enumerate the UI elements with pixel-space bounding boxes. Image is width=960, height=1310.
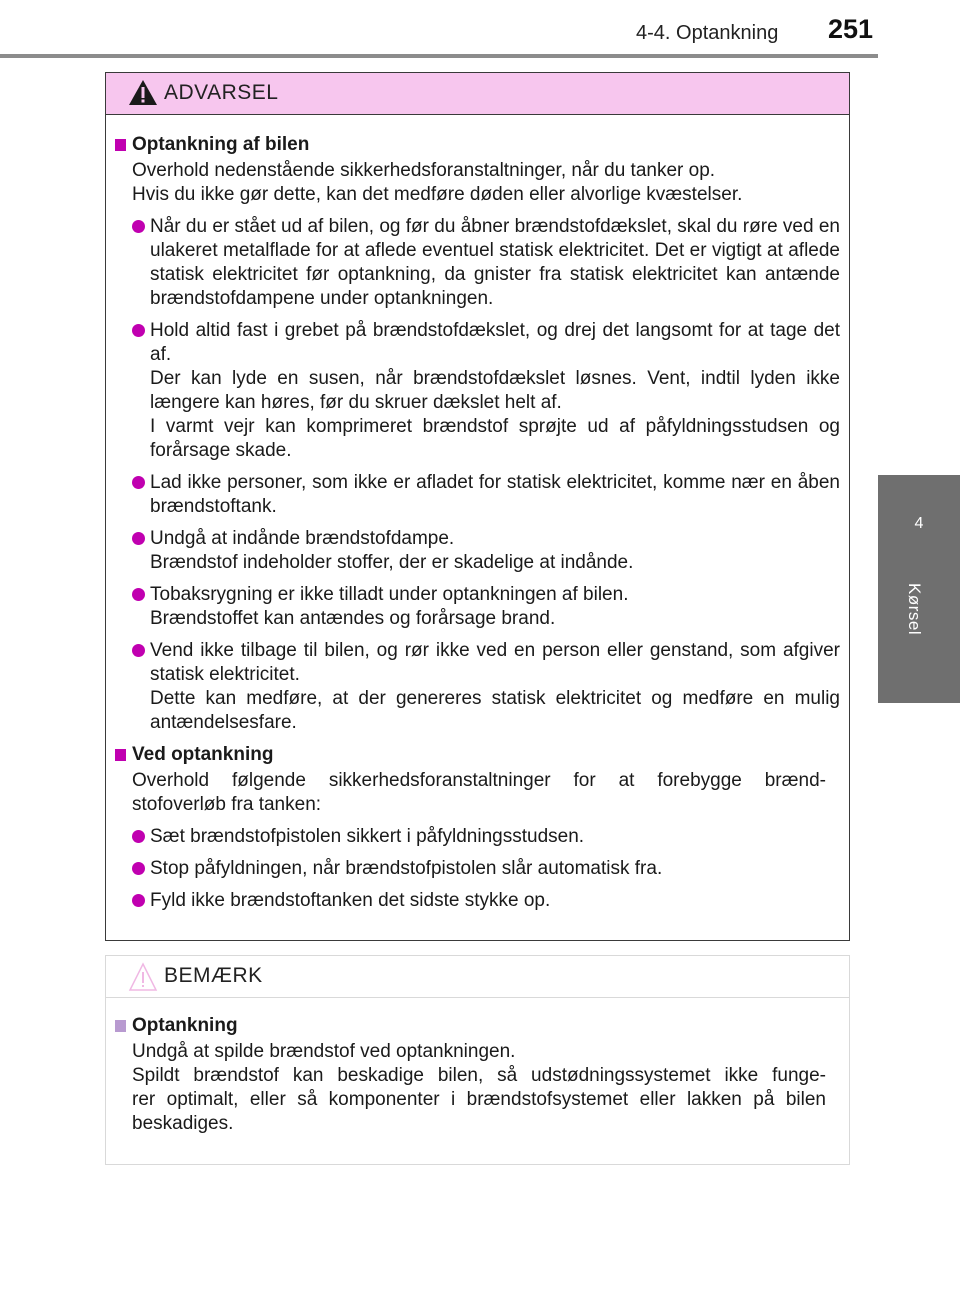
caution-triangle-icon (128, 962, 158, 992)
warning-header (106, 73, 849, 115)
round-bullet-icon (132, 324, 145, 337)
square-bullet-icon (115, 1020, 126, 1032)
subheading-during-refueling: Ved optankning (115, 743, 840, 767)
list-item-paragraph: Vend ikke tilbage til bilen, og rør ikke ved en person eller genstand, som afgiver statisk elektricitet. (150, 640, 840, 685)
chapter-label: Kørsel (905, 583, 924, 636)
subheading-refueling-car: Optankning af bilen (115, 133, 840, 157)
list-item-paragraph: Der kan lyde en susen, når brændstofdækslet løsnes. Vent, indtil lyden ikke længere kan høres, før du skruer dækslet helt af. (150, 368, 840, 413)
round-bullet-icon (132, 588, 145, 601)
round-bullet-icon (132, 220, 145, 233)
section-title: 4-4. Optankning (636, 22, 779, 44)
round-bullet-icon (132, 862, 145, 875)
chapter-number: 4 (914, 515, 924, 532)
subheading-refueling: Optankning (115, 1014, 840, 1038)
warning-box (105, 72, 850, 941)
chapter-side-tab (878, 475, 960, 703)
round-bullet-icon (132, 644, 145, 657)
paragraph: Overhold nedenstående sikkerhedsforanstaltninger, når du tanker op. Hvis du ikke gør dette, kan det medføre døden eller alvorlige kvæstelser. (132, 160, 743, 205)
warning-triangle-icon (128, 79, 158, 106)
paragraph: Undgå at spilde brændstof ved optankningen. Spildt brændstof kan beskadige bilen, så udstødningssystemet ikke funge- rer optimalt, eller så komponenter i brændstofsystemet eller lakken på bilen beskadiges. (132, 1041, 826, 1134)
round-bullet-icon (132, 476, 145, 489)
list-item-paragraph: Dette kan medføre, at der genereres statisk elektricitet og medføre en mulig antændelsesfare. (150, 688, 840, 733)
square-bullet-icon (115, 749, 126, 761)
notice-header (106, 956, 849, 998)
list-item-paragraph: Tobaksrygning er ikke tilladt under optankningen af bilen. (150, 584, 629, 605)
notice-title: BEMÆRK (164, 964, 263, 987)
round-bullet-icon (132, 830, 145, 843)
list-item-paragraph: Brændstoffet kan antændes og forårsage brand. (150, 608, 556, 629)
list-item-paragraph: Brændstof indeholder stoffer, der er skadelige at indånde. (150, 552, 634, 573)
list-item (115, 527, 840, 575)
warning-body (106, 115, 849, 913)
warning-title: ADVARSEL (164, 81, 279, 104)
round-bullet-icon (132, 894, 145, 907)
paragraph: Overhold følgende sikkerhedsforanstaltninger for at forebygge brænd- stofoverløb fra tanken: (132, 770, 826, 815)
list-item (115, 583, 840, 631)
page-number: 251 (828, 14, 874, 44)
list-item-paragraph: I varmt vejr kan komprimeret brændstof sprøjte ud af påfyldningsstudsen og forårsage skade. (150, 416, 840, 461)
list-item-paragraph: Undgå at indånde brændstofdampe. (150, 528, 455, 549)
list-item: Fyld ikke brændstoftanken det sidste stykke op. (115, 889, 840, 913)
list-item-paragraph: Hold altid fast i grebet på brændstofdækslet, og drej det langsomt for at tage det af. (150, 320, 840, 365)
list-item: Stop påfyldningen, når brændstofpistolen slår automatisk fra. (115, 857, 840, 881)
square-bullet-icon (115, 139, 126, 151)
list-item (115, 639, 840, 735)
list-item: Lad ikke personer, som ikke er afladet for statisk elektricitet, komme nær en åben brændstoftank. (115, 471, 840, 519)
round-bullet-icon (132, 532, 145, 545)
notice-body (106, 998, 849, 1136)
header-rule (0, 54, 878, 58)
notice-box (105, 955, 850, 1165)
list-item: Sæt brændstofpistolen sikkert i påfyldningsstudsen. (115, 825, 840, 849)
list-item: Når du er stået ud af bilen, og før du åbner brændstofdækslet, skal du røre ved en ulakeret metalflade for at aflede eventuel statisk elektricitet. Det er vigtigt at aflede statisk elektricitet før optankning, da gnister fra statisk elektricitet kan antænde brændstofdampene under optankningen. (115, 215, 840, 311)
list-item (115, 319, 840, 463)
